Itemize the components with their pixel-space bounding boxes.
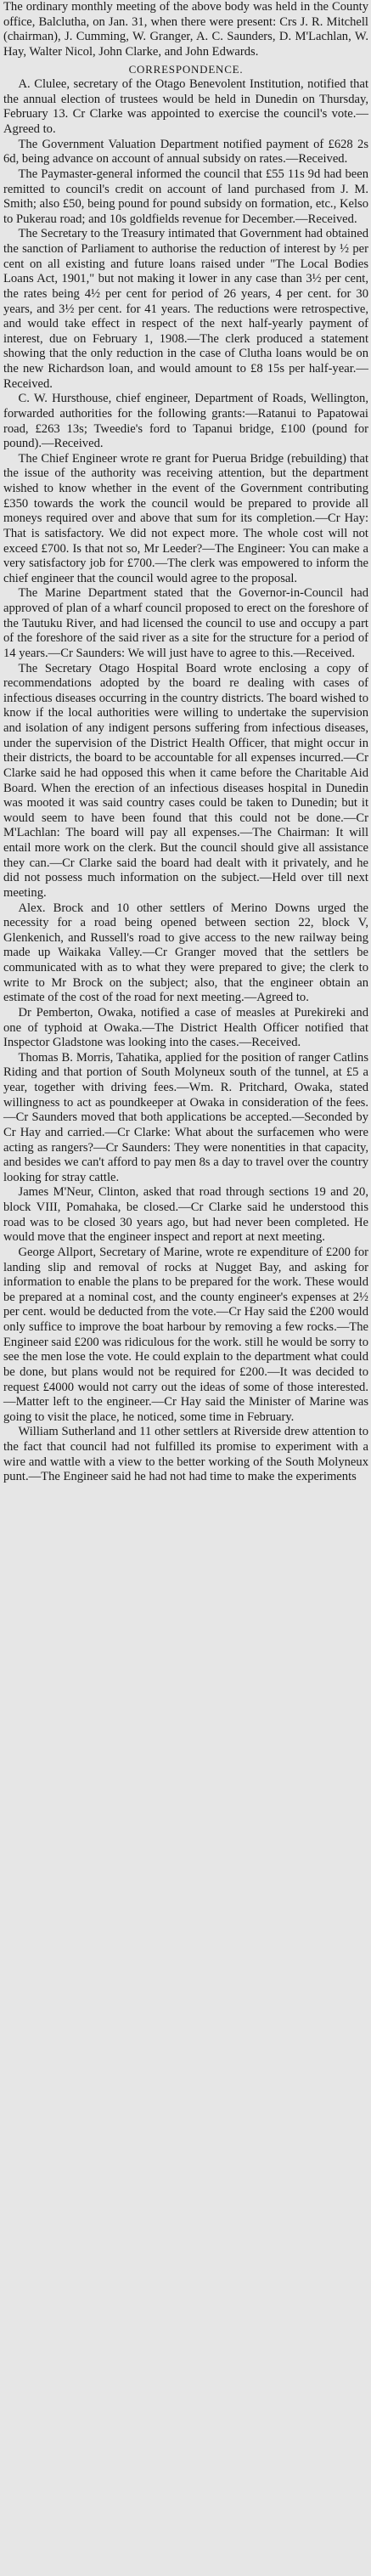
paragraph-nugget-bay: George Allport, Secretary of Marine, wrote re expenditure of £200 for landing slip and removal of rocks at Nugget Bay, and asking for information to enable the plans to be prepared for the work. These would be prepared at a nominal cost, and the county engineer's expenses at 2½ per cent. would be deducted from the vote.—Cr Hay said the £200 would only suffice to improve the boat harbour by removing a few rocks.—The Engineer said £200 was ridiculous for the work. still he would be sorry to see the men lose the vote. He could explain to the department what could be done, but plans would not be required for £200.—It was decided to request £4000 would not carry out the ideas of some of those interested.—Matter left to the engineer.—Cr Hay said the Minister of Marine was going to visit the place, he noticed, some time in February. bbox=[3, 1245, 368, 1424]
paragraph-riverside-punt: William Sutherland and 11 other settlers at Riverside drew attention to the fact that council had not fulfilled its promise to experiment with a wire and wattle with a view to the better working of the South Molyneux punt.—The Engineer said he had not had time to make the experiments bbox=[3, 1425, 368, 1484]
paragraph-benevolent-institution: A. Clulee, secretary of the Otago Benevolent Institution, notified that the annual election of trustees would be held in Dunedin on Thursday, February 13. Cr Clarke was appointed to exercise the council's vote.—Agreed to. bbox=[3, 77, 368, 137]
paragraph-road-closure: James M'Neur, Clinton, asked that road through sections 19 and 20, block VIII, Pomahaka, be closed.—Cr Clarke said he understood this road was to be closed 30 years ago, but had never been completed. He would move that the engineer inspect and report at next meeting. bbox=[3, 1185, 368, 1245]
article-intro: The ordinary monthly meeting of the above body was held in the County office, Balclutha, on Jan. 31, when there were present: Crs J. R. Mitchell (chairman), J. Cumming, W. Granger, A. C. Saunders, D. M'Lachlan, W. Hay, Walter Nicol, John Clarke, and John Edwards. bbox=[3, 0, 368, 59]
paragraph-measles-typhoid: Dr Pemberton, Owaka, notified a case of measles at Purekireki and one of typhoid at Owaka.—The District Health Officer notified that Inspector Gladstone was looking into the cases.—Received. bbox=[3, 1005, 368, 1050]
paragraph-marine-wharf: The Marine Department stated that the Governor-in-Council had approved of plan of a wharf council proposed to erect on the foreshore of the Tautuku River, and had licensed the council to use and occupy a part of the foreshore of the said river as a site for the structure for a period of 14 years.—Cr Saunders: We will just have to agree to this.—Received. bbox=[3, 586, 368, 660]
paragraph-puerua-bridge: The Chief Engineer wrote re grant for Puerua Bridge (rebuilding) that the issue of the authority was receiving attention, but the department wished to know whether in the event of the Government contributing £350 towards the work the council would be prepared to provide all moneys required over and above that sum for its completion.—Cr Hay: That is satisfactory. We did not expect more. The whole cost will not exceed £700. Is that not so, Mr Leeder?—The Engineer: You can make a very satisfactory job for £700.—The clerk was empowered to inform the chief engineer that the council would agree to the proposal. bbox=[3, 451, 368, 585]
paragraph-merino-downs-road: Alex. Brock and 10 other settlers of Merino Downs urged the necessity for a road being opened between section 22, block V, Glenkenich, and Russell's road to give access to the new railway being made up Waikaka Valley.—Cr Granger moved that the settlers be communicated with as to what they were prepared to give; the clerk to write to Mr Brock on the subject; also, that the engineer obtain an estimate of the cost of the road for next meeting.—Agreed to. bbox=[3, 901, 368, 1005]
paragraph-paymaster-general: The Paymaster-general informed the council that £55 11s 9d had been remitted to council's credit on account of land purchased from J. M. Smith; also £50, being pound for pound subsidy on formation, etc., Kelso to Pukerau road; and 10s goldfields revenue for December.—Received. bbox=[3, 167, 368, 226]
paragraph-hospital-board: The Secretary Otago Hospital Board wrote enclosing a copy of recommendations adopted by the board re dealing with cases of infectious diseases occurring in the country districts. The board wished to know if the local authorities were willing to undertake the supervision and isolation of any indigent persons suffering from infectious diseases, under the supervision of the District Health Officer, that might occur in their districts, the board to be accountable for all expenses incurred.—Cr Clarke said he had opposed this when it came before the Charitable Aid Board. When the erection of an infectious diseases hospital in Dunedin was mooted it was said country cases could be taken to Dunedin; but it would seem to have been found that this could not be done.—Cr M'Lachlan: The board will pay all expenses.—The Chairman: It will entail more work on the clerk. But the council should give all assistance they can.—Cr Clarke said the board had dealt with it privately, and he did not possess much information on the subject.—Held over till next meeting. bbox=[3, 661, 368, 900]
paragraph-valuation-department: The Government Valuation Department notified payment of £628 2s 6d, being advance on account of annual subsidy on rates.—Received. bbox=[3, 137, 368, 167]
paragraph-treasury-loans: The Secretary to the Treasury intimated that Government had obtained the sanction of Parliament to authorise the reduction of interest by ½ per cent on all existing and future loans raised under "The Local Bodies Loans Act, 1901," but not making it lower in any case than 3½ per cent, the rates being 4½ per cent for period of 26 years, 4 per cent. for 30 years, and 3½ per cent. for 41 years. The reductions were retrospective, and would take effect in respect of the next half-yearly payment of interest, due on February 1, 1908.—The clerk produced a statement showing that the only reduction in the case of Clutha loans would be on the new Richardson loan, and would amount to £8 15s per half-year.—Received. bbox=[3, 227, 368, 391]
paragraph-roads-grants: C. W. Hursthouse, chief engineer, Department of Roads, Wellington, forwarded authorities for the following grants:—Ratanui to Papatowai road, £263 13s; Tweedie's ford to Tapanui bridge, £100 (pound for pound).—Received. bbox=[3, 392, 368, 451]
section-heading: CORRESPONDENCE. bbox=[128, 62, 244, 76]
paragraph-ranger-applications: Thomas B. Morris, Tahatika, applied for the position of ranger Catlins Riding and that portion of South Molyneux south of the tunnel, at £5 a year, together with driving fees.—Wm. R. Pritchard, Owaka, stated willingness to act as poundkeeper at Owaka in consideration of the fees.—Cr Saunders moved that both applications be accepted.—Seconded by Cr Hay and carried.—Cr Clarke: What about the surfacemen who were acting as rangers?—Cr Saunders: They were nonentities in that capacity, and besides we can't afford to pay men 8s a day to travel over the country looking for stray cattle. bbox=[3, 1050, 368, 1184]
